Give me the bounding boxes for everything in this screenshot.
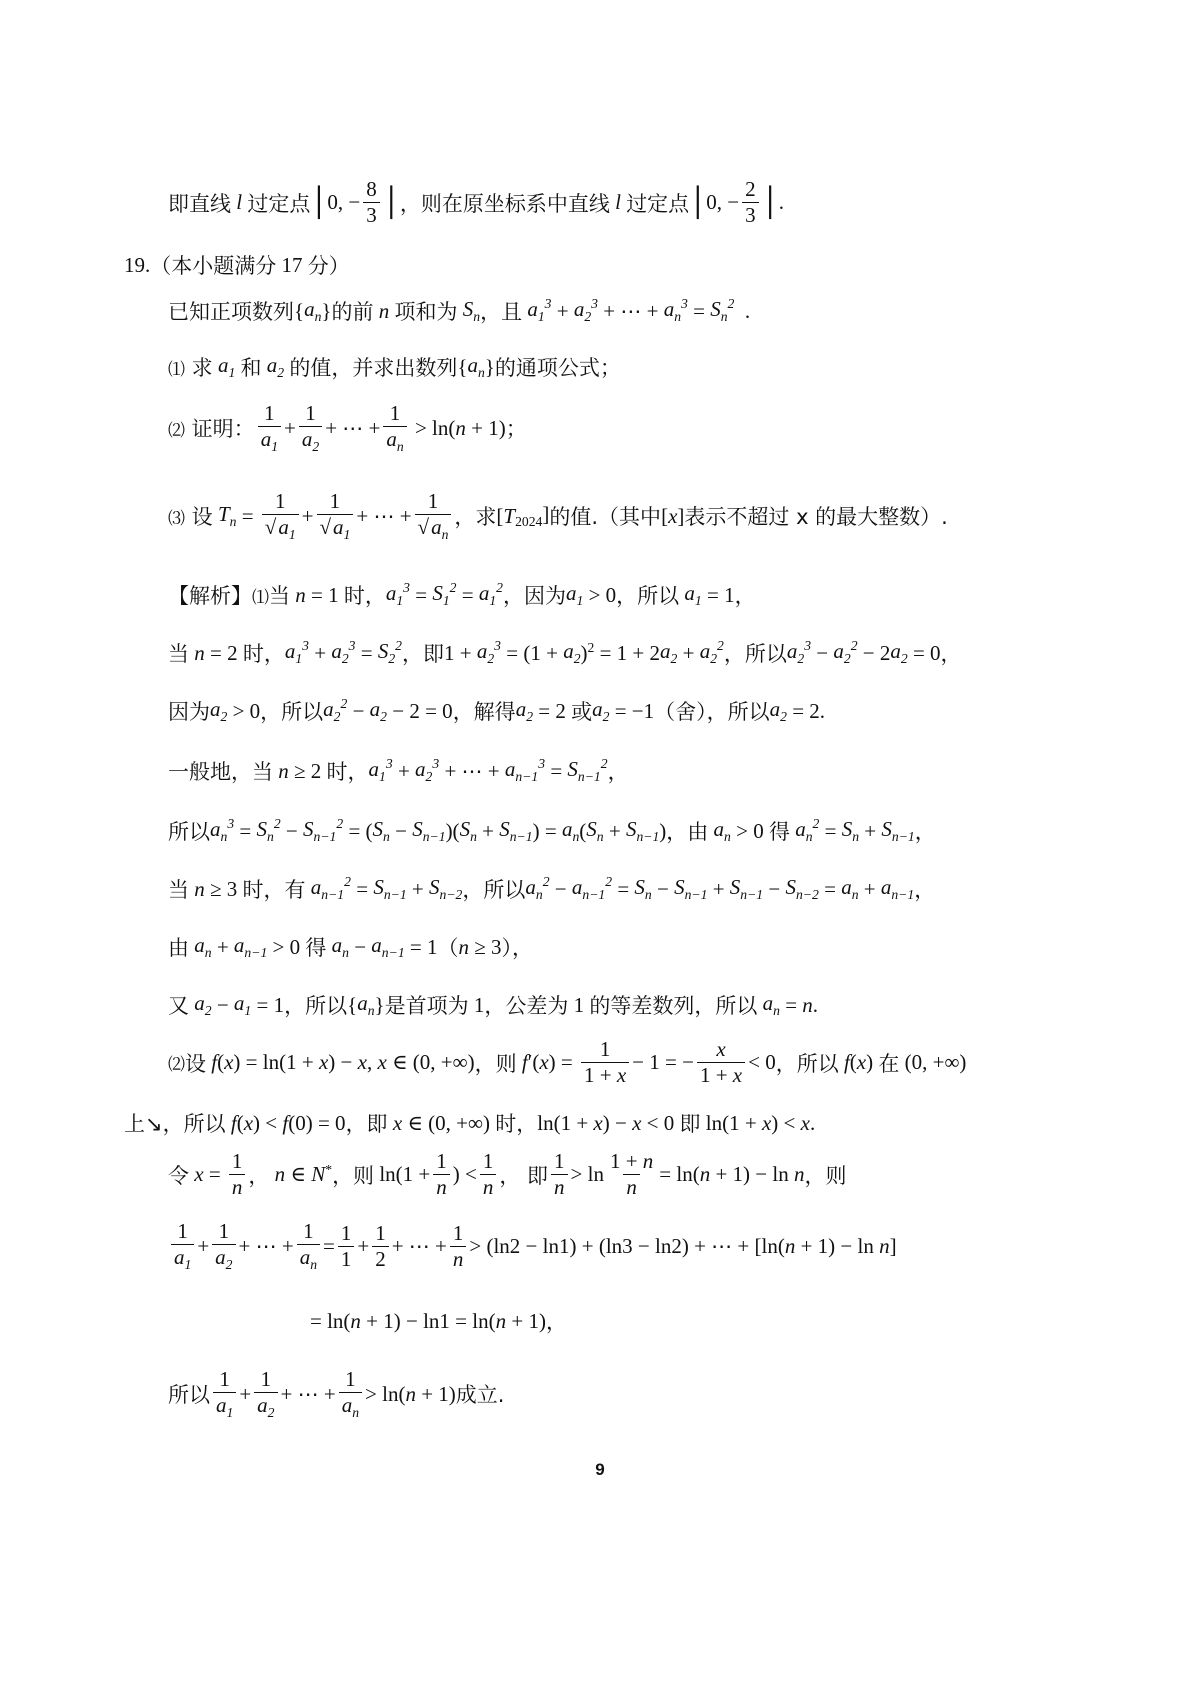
solution-line-4: 一般地，当 n ≥ 2 时， $a_1^3$ + $a_2^3$ + ⋯ + $a_{n-1}^3$ = $S_{n-1}^2$ ，: [168, 756, 629, 785]
sub-question-1: ⑴ 求 $a_1$ 和 $a_2$ 的值，并求出数列 { $a_n$ } 的通项公式；: [168, 352, 621, 381]
page-number: 9: [595, 1460, 605, 1479]
solution-line-3: 因为 $a_2$ > 0 ，所以 $a_2^2$ − $a_2$ − 2 = 0 ，解得 $a_2$ = 2 或 $a_2$ = −1 （舍），所以 $a_2$ = 2.: [168, 696, 826, 725]
solution-line-14: 所以 $\frac{1}{a_1}$ + $\frac{1}{a_2}$ + ⋯ + $\frac{1}{a_n}$ > ln( n + 1) 成立.: [168, 1367, 505, 1421]
sub-question-2: ⑵ 证明： $\frac{1}{a_1}$ + $\frac{1}{a_2}$ + ⋯ + $\frac{1}{a_n}$ > ln( n + 1) ；: [168, 401, 527, 455]
solution-line-12: $\frac{1}{a_1}$ + $\frac{1}{a_2}$ + ⋯ + $\frac{1}{a_n}$ = $\frac{1}{1}$ + $\frac{1}{2}$ + ⋯ + $\frac{1}{n}$ > (ln2 − ln1) + (ln3 − ln2) + ⋯ + [ln( n + 1) − ln n ]: [168, 1220, 897, 1272]
solution-line-11: 令 x = $\frac{1}{n}$ ， n ∈ N * ，则 ln(1 + $\frac{1}{n}$ ) < $\frac{1}{n}$ ， 即 $\frac{1}{n}$ > ln $\frac{1 + n}{n}$ = ln( n + 1) − ln n ，则: [168, 1149, 847, 1200]
solution-line-6: 当 n ≥ 3 时，有 $a_{n-1}^2$ = $S_{n-1}$ + $S_{n-2}$ ，所以 $a_n^2$ − $a_{n-1}^2$ = $S_n$ − $S_{n-1}$ + $S_{n-1}$ − $S_{n-2}$ = $a_n$ + $a_{n-1}$ ，: [168, 874, 936, 903]
solution-line-8: 又 $a_2$ − $a_1$ = 1 ，所以 { $a_n$ } 是首项为 1 ，公差为 1 的等差数列，所以 $a_n$ = n .: [168, 990, 819, 1019]
question-header: 19. （本小题满分 17 分）: [124, 252, 350, 278]
solution-line-10: 上↘，所以 f ( x ) < f (0) = 0 ，即 x ∈ (0, +∞) 时， ln(1 + x ) − x < 0 即 ln(1 + x ) < x .: [124, 1110, 816, 1136]
solution-line-2: 当 n = 2 时， $a_1^3$ + $a_2^3$ = $S_2^2$ ，即 1 + $a_2^3$ = (1 + $a_2$ )$^2$ = 1 + 2 $a_2$ + $a_2^2$ ，所以 $a_2^3$ − $a_2^2$ − 2 $a_2$ = 0 ，: [168, 638, 962, 667]
solution-line-9: ⑵ 设 f ( x ) = ln(1 + x ) − x , x ∈ (0, +∞) ，则 f ′( x ) = $\frac{1}{1 + x}$ − 1 = − $\frac{x}{1 + x}$ < 0 ，所以 f ( x ) 在 (0, +∞): [168, 1037, 967, 1088]
solution-line-7: 由 $a_n$ + $a_{n-1}$ > 0 得 $a_n$ − $a_{n-1}$ = 1 （ n ≥ 3 ），: [168, 932, 534, 961]
solution-line-1: 【解析】 ⑴ 当 n = 1 时， $a_1^3$ = $S_1^2$ = $a_1^2$ ，因为 $a_1$ > 0 ，所以 $a_1$ = 1 ，: [168, 580, 756, 609]
sub-question-3: ⑶ 设 $T_n$ = $\frac{1}{√a_1}$ + $\frac{1}{√a_1}$ + ⋯ + $\frac{1}{√a_n}$ ，求 [ T $_{2024}$] 的值.（其中 [ x ] 表示不超过 x 的最大整数）.: [168, 489, 948, 543]
question-stem: 已知正项数列 { $a_n$ } 的前 n 项和为 $S_n$ ，且 $a_1^3$ + $a_2^3$ + ⋯ + $a_n^3$ = $S_n^2$ .: [168, 296, 751, 325]
line-fixed-point: 即直线 l 过定点 │ 0, − $\frac{8}{3}$ │ ，则在原坐标系中直线 l 过定点 │ 0, − $\frac{2}{3}$ │ .: [168, 177, 784, 228]
solution-line-13: = ln( n + 1) − ln1 = ln( n + 1) ，: [310, 1308, 567, 1334]
solution-line-5: 所以 $a_n^3$ = $S_n^2$ − $S_{n-1}^2$ = ( $S_n$ − $S_{n-1}$ )( $S_n$ + $S_{n-1}$ ) = $a_n$ ( $S_n$ + $S_{n-1}$ ) ，由 $a_n$ > 0 得 $a_n^2$ = $S_n$ + $S_{n-1}$ ，: [168, 816, 936, 845]
